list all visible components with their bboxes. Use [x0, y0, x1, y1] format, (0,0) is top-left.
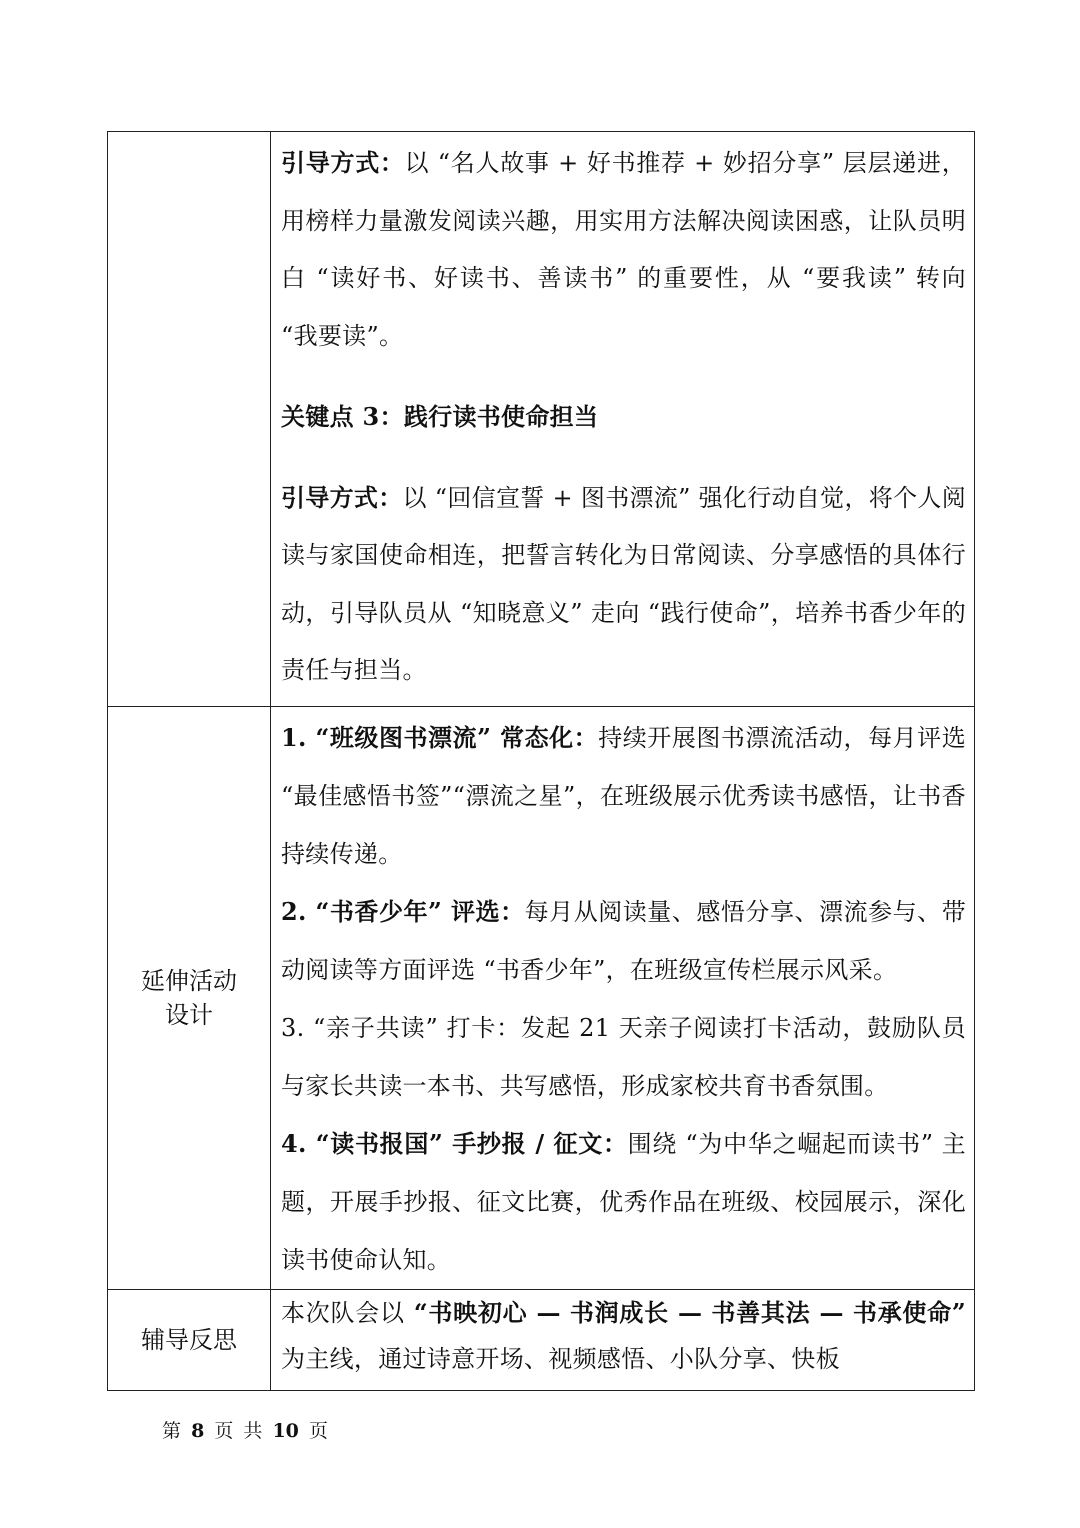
- extension-label-line-2: 设计: [165, 1001, 213, 1029]
- activity-item-4-title: 4. “读书报国” 手抄报 / 征文：: [281, 1129, 628, 1158]
- footer-page-number: 8: [191, 1420, 205, 1442]
- activity-item-2-title: 2. “书香少年” 评选：: [281, 897, 525, 926]
- activity-item-2: [281, 883, 966, 999]
- guidance-method-label: 引导方式：: [281, 148, 405, 177]
- page-footer: [162, 1416, 328, 1443]
- activity-item-3: 3. “亲子共读” 打卡：发起 21 天亲子阅读打卡活动，鼓励队员与家长共读一本书、共写感悟，形成家校共育书香氛围。: [281, 1014, 966, 1100]
- row-label-empty: [108, 132, 271, 707]
- activity-item-1: [281, 709, 966, 883]
- table-row: [108, 1290, 975, 1391]
- guidance-method-text: 以 “名人故事 + 好书推荐 + 妙招分享” 层层递进，用榜样力量激发阅读兴趣，用实用方法解决阅读困惑，让队员明白 “读好书、好读书、善读书” 的重要性，从 “要我读” 转向 “我要读”。: [281, 149, 966, 350]
- extension-activity-content: [271, 707, 975, 1290]
- guidance-paragraph-2: [281, 469, 966, 700]
- footer-prefix: 第: [162, 1420, 182, 1442]
- guidance-method-text-2: 以 “回信宣誓 + 图书漂流” 强化行动自觉，将个人阅读与家国使命相连，把誓言转化为日常阅读、分享感悟的具体行动，引导队员从 “知晓意义” 走向 “践行使命”，培养书香少年的责任与担当。: [281, 483, 967, 684]
- guidance-paragraph-1: [281, 134, 966, 365]
- activity-item-2-text: 每月从阅读量、感悟分享、漂流参与、带动阅读等方面评选 “书香少年”，在班级宣传栏展示风采。: [281, 898, 966, 984]
- reflection-rest: 为主线，通过诗意开场、视频感悟、小队分享、快板: [281, 1345, 840, 1373]
- lesson-plan-table: [107, 131, 975, 1391]
- reflection-lead: 本次队会以: [281, 1299, 405, 1327]
- footer-mid: 页 共: [214, 1420, 263, 1442]
- extension-activity-label: [108, 707, 271, 1290]
- activity-item-4: [281, 1115, 966, 1289]
- activity-item-4-text: 围绕 “为中华之崛起而读书” 主题，开展手抄报、征文比赛，优秀作品在班级、校园展示，深化读书使命认知。: [281, 1130, 966, 1274]
- reflection-label: 辅导反思: [108, 1290, 271, 1391]
- guidance-method-label-2: 引导方式：: [281, 482, 403, 512]
- guidance-content-cell: [271, 132, 975, 707]
- activity-item-1-title: 1. “班级图书漂流” 常态化：: [281, 723, 599, 752]
- key-point-3-title: 关键点 3：践行读书使命担当: [281, 402, 599, 431]
- activity-item-1-text: 持续开展图书漂流活动，每月评选 “最佳感悟书签”“漂流之星”，在班级展示优秀读书感悟，让书香持续传递。: [281, 724, 966, 868]
- extension-label-line-1: 延伸活动: [141, 967, 237, 995]
- reflection-paragraph: [281, 1290, 966, 1382]
- reflection-theme: “书映初心 — 书润成长 — 书善其法 — 书承使命”: [404, 1298, 967, 1327]
- table-row: [108, 707, 975, 1290]
- footer-total-pages: 10: [272, 1420, 299, 1442]
- reflection-content: [271, 1290, 975, 1391]
- footer-suffix: 页: [308, 1420, 328, 1442]
- table-row: [108, 132, 975, 707]
